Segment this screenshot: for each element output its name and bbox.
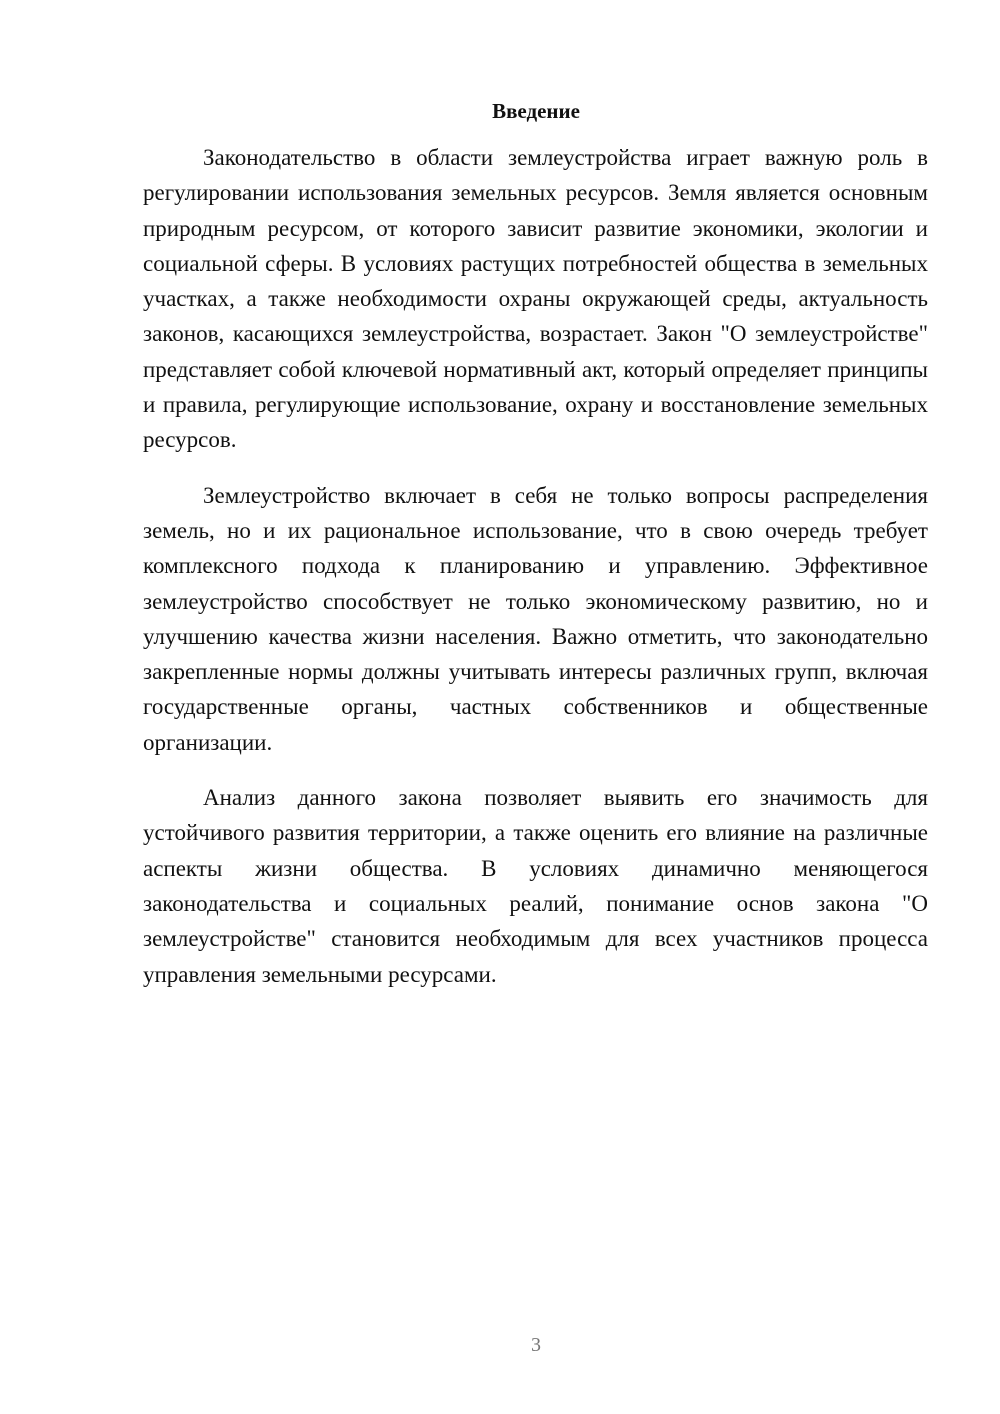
page-number: 3 — [531, 1334, 541, 1356]
document-body — [143, 140, 928, 1012]
paragraph-3: Анализ данного закона позволяет выявить его значимость для устойчивого развития территории, а также оценить его влияние на различные аспекты жизни общества. В условиях динамично меняющегося законодательства и социальных реалий, понимание основ закона "О землеустройстве" становится необходимым для всех участников процесса управления земельными ресурсами. — [143, 785, 928, 987]
paragraph-2: Землеустройство включает в себя не только вопросы распределения земель, но и их рациональное использование, что в свою очередь требует комплексного подхода к планированию и управлению. Эффективное землеустройство способствует не только экономическому развитию, но и улучшению качества жизни населения. Важно отметить, что законодательно закрепленные нормы должны учитывать интересы различных групп, включая государственные органы, частных собственников и общественные организации. — [143, 482, 928, 755]
paragraph-1: Законодательство в области землеустройства играет важную роль в регулировании использования земельных ресурсов. Земля является основным природным ресурсом, от которого зависит развитие экономики, экологии и социальной сферы. В условиях растущих потребностей общества в земельных участках, а также необходимости охраны окружающей среды, актуальность законов, касающихся землеустройства, возрастает. Закон "О землеустройстве" представляет собой ключевой нормативный акт, который определяет принципы и правила, регулирующие использование, охрану и восстановление земельных ресурсов. — [143, 145, 928, 453]
page-title: Введение — [492, 99, 580, 123]
